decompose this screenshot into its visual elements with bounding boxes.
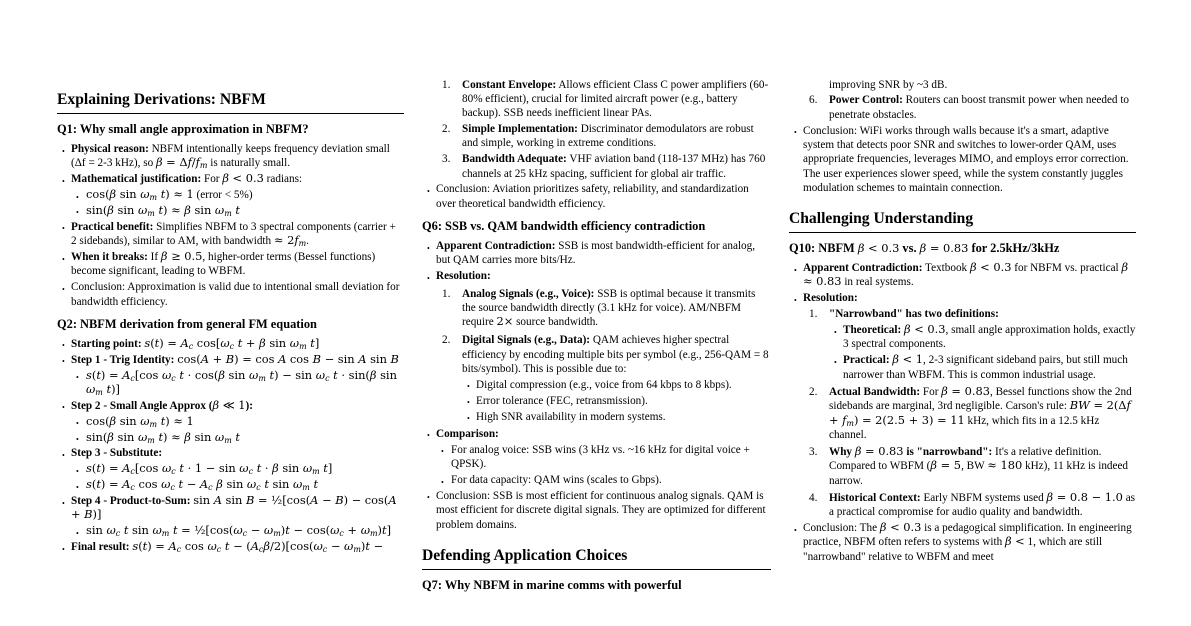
text-segment: Defending Application Choices	[422, 546, 628, 564]
text-segment: Step 1 - Trig Identity:	[71, 353, 175, 366]
sub-sub-bullet-item	[789, 353, 1136, 382]
numbered-item	[789, 445, 1136, 488]
question-heading	[57, 122, 404, 138]
bullet-icon: •	[62, 284, 65, 294]
bullet-icon: •	[62, 341, 65, 351]
math-expression: BW = $2(\Delta f + f_m) = 2(2.5 + 3) = 11$	[829, 398, 1131, 428]
text-segment: Resolution:	[803, 292, 858, 305]
math-expression: β < 0.3	[969, 260, 1012, 275]
text-segment: Step 4 - Product-to-Sum:	[71, 495, 191, 508]
math-expression: β = 0.83	[941, 383, 990, 398]
bullet-icon: •	[794, 525, 797, 535]
bullet-icon: •	[427, 273, 430, 283]
item-number: 3.	[442, 153, 451, 166]
text-segment: SSB is most bandwidth-efficient for analog, but QAM carries more bits/Hz.	[436, 240, 756, 267]
math-expression: cos(β $\sin \omega_m$ t) ≈ 1	[86, 187, 194, 203]
numbered-item	[789, 385, 1136, 442]
item-number: 4.	[809, 491, 818, 504]
numbered-item	[789, 491, 1136, 520]
math-expression: $s(t) = A_c$ $\cos \omega_c$ $t - (A_c\beta/2)[\cos(\omega_c - \omega_m)t$ −	[132, 539, 384, 555]
text-segment: For	[201, 173, 223, 186]
math-expression: β < 0.3	[857, 241, 900, 256]
math-expression: β = 0.83	[919, 241, 969, 256]
bullet-item	[57, 142, 404, 171]
text-segment: Apparent Contradiction:	[436, 240, 556, 253]
text-segment: When it breaks:	[71, 251, 148, 264]
text-segment: Explaining Derivations: NBFM	[57, 91, 266, 108]
text-segment: , 2-3 significant sideband pairs, but still much narrower than WBFM. This is common industrial usage.	[843, 354, 1128, 381]
bullet-icon: •	[62, 450, 65, 460]
text-segment: Final result:	[71, 541, 130, 554]
text-segment: is "narrowband":	[903, 446, 993, 459]
sub-bullet-item	[57, 204, 404, 218]
bullet-icon: •	[427, 186, 430, 196]
bullet-icon: •	[76, 373, 79, 383]
sub-bullet-item	[422, 443, 771, 472]
bullet-icon: •	[76, 208, 79, 218]
text-segment: source bandwidth.	[513, 316, 599, 329]
bullet-icon: •	[62, 403, 65, 413]
math-expression: β < 0.3	[222, 171, 264, 186]
bullet-icon: •	[467, 398, 470, 408]
text-segment: Resolution:	[436, 270, 491, 283]
bullet-icon: •	[834, 327, 837, 337]
text-segment: , Bessel functions show the 2nd sidebands are marginal, 3rd negligible. Carson's rule:	[829, 385, 1132, 413]
numbered-item	[789, 93, 1136, 122]
sub-bullet-item	[57, 462, 404, 476]
question-heading	[789, 241, 1136, 257]
text-segment: Routers can boost transmit power when needed to penetrate obstacles.	[829, 94, 1130, 121]
numbered-item	[789, 307, 1136, 321]
text-segment: Step 2 - Small Angle Approx (	[71, 399, 213, 412]
sub-bullet-item	[57, 188, 404, 202]
bullet-item	[789, 261, 1136, 290]
bullet-icon: •	[62, 498, 65, 508]
text-segment: is a pedagogical simplification. In engineering practice, NBFM often refers to systems with	[803, 522, 1132, 549]
math-expression: β = 0.83	[854, 444, 904, 459]
bullet-item	[789, 521, 1136, 564]
text-segment: Starting point:	[71, 337, 142, 350]
bullet-item	[57, 494, 404, 523]
text-segment: Practical benefit:	[71, 220, 154, 233]
text-segment: Conclusion: Approximation is valid due to intentional small deviation for bandwidth efficiency.	[71, 281, 400, 308]
bullet-icon: •	[467, 414, 470, 424]
text-segment: Challenging Understanding	[789, 210, 974, 228]
bullet-icon: •	[834, 357, 837, 367]
bullet-item	[57, 220, 404, 249]
math-expression: β < 0.3	[904, 322, 946, 337]
item-number: 3.	[809, 446, 818, 459]
numbered-item	[422, 122, 771, 151]
math-expression: β <	[1004, 534, 1025, 549]
numbered-item	[422, 287, 771, 330]
text-segment: kHz), 11 kHz is indeed narrow.	[829, 460, 1129, 487]
bullet-item	[57, 399, 404, 413]
text-segment: For data capacity: QAM wins (scales to Gbps).	[451, 474, 662, 487]
bullet-icon: •	[794, 128, 797, 138]
bullet-icon: •	[441, 477, 444, 487]
math-expression: $s(t) = A_c$ $\cos[\omega_c$ t + β $\sin \omega_m$ t]	[144, 335, 320, 352]
text-segment: It's a relative definition. Compared to WBFM (	[829, 446, 1102, 473]
text-segment: Why	[829, 446, 855, 459]
math-expression: β < 0.3	[879, 520, 922, 535]
text-segment: Actual Bandwidth:	[829, 385, 921, 398]
question-heading	[422, 219, 771, 235]
text-segment: Q7: Why NBFM in marine comms with powerful	[422, 577, 682, 592]
math-expression: 2×	[496, 314, 514, 329]
text-segment: Comparison:	[436, 427, 499, 440]
bullet-icon: •	[62, 544, 65, 554]
math-expression: β ≈ 0.83	[803, 260, 1129, 289]
bullet-icon: •	[62, 357, 65, 367]
text-segment: Q2: NBFM derivation from general FM equation	[57, 316, 317, 331]
sub-bullet-item	[57, 524, 404, 538]
continuation-line	[789, 78, 1136, 92]
sub-bullet-item	[422, 473, 771, 487]
math-expression: β = 0.8 − 1.0	[1046, 489, 1123, 504]
text-segment: For analog voice: SSB wins (3 kHz vs. ~16 kHz for digital voice + QPSK).	[451, 443, 750, 471]
math-expression: $\sin \omega_c$ t $\sin \omega_m$ $t = \frac{1}{2}[\cos(\omega_c - \omega_m)t - \cos(\omega_c + \omega_m)t]$	[86, 523, 392, 539]
bullet-icon: •	[76, 435, 79, 445]
text-segment: Early NBFM systems used	[920, 491, 1047, 504]
bullet-item	[57, 540, 404, 554]
text-segment: as a practical compromise for audio quality and bandwidth.	[829, 491, 1136, 519]
text-segment: Digital Signals (e.g., Data):	[462, 334, 591, 347]
text-segment: Historical Context:	[829, 491, 921, 504]
math-expression: $s(t) = A_c$ $\cos \omega_c$ $t - A_c$ β $\sin \omega_c$ t $\sin \omega_m$ t	[86, 477, 319, 493]
item-number: 1.	[442, 287, 451, 300]
text-segment: Conclusion: Aviation prioritizes safety, reliability, and standardization over theoretical bandwidth efficiency.	[436, 183, 749, 210]
bullet-item	[422, 489, 771, 532]
text-segment: Physical reason:	[71, 143, 149, 155]
bullet-item	[57, 353, 404, 367]
bullet-icon: •	[427, 493, 430, 503]
text-segment: Mathematical justification:	[71, 173, 202, 186]
bullet-item	[57, 337, 404, 351]
math-expression: β < 1	[892, 352, 924, 367]
bullet-icon: •	[794, 295, 797, 305]
text-segment: Q10: NBFM	[789, 241, 858, 256]
sub-bullet-item	[57, 478, 404, 492]
bullet-icon: •	[76, 528, 79, 538]
text-segment: If	[147, 251, 161, 264]
bullet-icon: •	[427, 243, 430, 253]
text-segment: VHF aviation band (118-137 MHz) has 760 channels at 25 kHz spacing, sufficient for global air traffic.	[462, 153, 766, 180]
text-segment: vs.	[899, 241, 920, 256]
bullet-item	[422, 427, 771, 441]
text-segment: , small angle approximation holds, exactly 3 spectral components.	[843, 324, 1136, 351]
text-segment: ):	[245, 399, 253, 412]
bullet-icon: •	[76, 466, 79, 476]
sub-bullet-item	[57, 369, 404, 398]
sub-sub-bullet-item	[422, 378, 771, 392]
bullet-item	[789, 291, 1136, 305]
bullet-icon: •	[76, 482, 79, 492]
text-segment: Simplifies NBFM to 3 spectral components (carrier + 2 sidebands), similar to AM, with bandwidth	[71, 220, 396, 248]
text-segment: "Narrowband" has two definitions:	[829, 308, 999, 321]
text-segment: Textbook	[922, 262, 970, 275]
sub-sub-bullet-item	[789, 323, 1136, 352]
column-2	[422, 76, 771, 598]
text-segment: Constant Envelope:	[462, 78, 557, 91]
item-number: 2.	[442, 334, 451, 347]
text-segment: .	[306, 235, 309, 248]
text-segment: Conclusion: The	[803, 522, 880, 535]
math-expression: sin A sin B = ½[cos(A − B) − cos(A + B)]	[71, 493, 397, 522]
section-heading	[789, 209, 1136, 233]
text-segment: in real systems.	[841, 276, 914, 289]
math-expression: ≈ 180	[987, 458, 1023, 473]
bullet-icon: •	[441, 447, 444, 457]
text-segment: Conclusion: SSB is most efficient for continuous analog signals. QAM is most efficient for discrete digital signals. They are optimized for different problem domains.	[436, 489, 766, 531]
text-segment: Q6: SSB vs. QAM bandwidth efficiency contradiction	[422, 219, 706, 234]
text-segment: Allows efficient Class C power amplifiers (60-80% efficient), crucial for limited aircraft power (e.g., battery backup). SSB needs inefficient linear PAs.	[462, 78, 769, 120]
bullet-item	[57, 172, 404, 186]
text-segment: Step 3 - Substitute:	[71, 447, 163, 460]
math-expression: cos(A + B) = cos A cos B − sin A sin B	[177, 351, 399, 366]
text-segment: is naturally small.	[207, 157, 291, 170]
section-heading	[422, 546, 771, 570]
bullet-icon: •	[62, 254, 65, 264]
text-segment: Q1: Why small angle approximation in NBFM?	[57, 122, 309, 136]
numbered-item	[422, 333, 771, 376]
bullet-icon: •	[76, 419, 79, 429]
bullet-item	[422, 182, 771, 211]
text-segment: High SNR availability in modern systems.	[476, 410, 666, 423]
column-3	[789, 76, 1136, 566]
item-number: 1.	[442, 78, 451, 91]
item-number: 2.	[442, 123, 451, 136]
sub-sub-bullet-item	[422, 410, 771, 424]
text-segment: radians:	[263, 173, 303, 186]
math-expression: $\beta = \Delta f/f_m$	[155, 155, 208, 171]
section-heading	[57, 90, 404, 114]
text-segment: QAM achieves higher spectral efficiency by encoding multiple bits per symbol (e.g., 256-QAM = 8 bits/symbol). This is possible due to:	[462, 334, 769, 376]
math-expression: $s(t) = A_c[\cos$ $\omega_c$ t · cos(β $\sin \omega_m$ $t) - \sin \omega_c$ t · sin(β $\sin \omega_m$ t)]	[86, 367, 397, 398]
bullet-item	[57, 446, 404, 460]
text-segment: Digital compression (e.g., voice from 64 kbps to 8 kbps).	[476, 378, 732, 391]
text-segment: , higher-order terms (Bessel functions) become significant, leading to WBFM.	[71, 251, 376, 278]
text-segment: For	[920, 385, 942, 398]
text-segment: Error tolerance (FEC, retransmission).	[476, 394, 648, 407]
sub-bullet-item	[57, 431, 404, 445]
text-segment: , BW	[961, 460, 988, 473]
text-segment: Discriminator demodulators are robust and simple, working in extreme conditions.	[462, 123, 754, 150]
bullet-item	[789, 124, 1136, 195]
text-segment: improving SNR by ~3 dB.	[829, 78, 948, 91]
math-expression: β ≪ 1	[212, 397, 246, 412]
bullet-icon: •	[62, 176, 65, 186]
sub-bullet-item	[57, 415, 404, 429]
text-segment: (error < 5%)	[193, 189, 253, 202]
bullet-item	[57, 250, 404, 279]
text-segment: kHz, which fits in a 12.5 kHz channel.	[829, 414, 1100, 441]
bullet-icon: •	[76, 192, 79, 202]
bullet-icon: •	[467, 382, 470, 392]
math-expression: $s(t) = A_c[\cos$ $\omega_c$ $t \cdot 1 - \sin \omega_c$ t · β $\sin \omega_m$ t]	[86, 461, 333, 477]
text-segment: 1, which are still "narrowband" relative to WBFM and meet	[803, 536, 1103, 563]
numbered-item	[422, 152, 771, 181]
text-segment: Analog Signals (e.g., Voice):	[462, 287, 595, 300]
text-segment: for NBFM vs. practical	[1011, 262, 1122, 275]
question-heading	[57, 317, 404, 333]
item-number: 1.	[809, 308, 818, 321]
bullet-icon: •	[62, 224, 65, 234]
text-segment: Conclusion: WiFi works through walls because it's a smart, adaptive system that detects poor SNR and switches to lower-order QAM, uses appropriate frequencies, leverages MIMO, and employs error correction. The user experiences slower speed, while the system constantly juggles modulation schemes to maintain connection.	[803, 124, 1129, 194]
text-segment: for 2.5kHz/3kHz	[968, 241, 1060, 256]
math-expression: sin(β $\sin \omega_m$ t) ≈ β $\sin \omega_m$ t	[86, 429, 240, 445]
item-number: 2.	[809, 385, 818, 398]
bullet-item	[422, 239, 771, 268]
bullet-icon: •	[794, 265, 797, 275]
math-expression: cos(β $\sin \omega_m$ t) ≈ 1	[86, 413, 194, 429]
math-expression: ≈ $2f_m$	[273, 233, 307, 249]
bullet-icon: •	[62, 146, 65, 156]
text-segment: NBFM intentionally keeps frequency deviation small (Δf = 2-3 kHz), so	[71, 143, 390, 170]
column-1	[57, 76, 404, 556]
item-number: 6.	[809, 94, 818, 107]
text-segment: Power Control:	[829, 94, 903, 107]
text-segment: Apparent Contradiction:	[803, 262, 923, 275]
text-segment: Theoretical:	[843, 324, 902, 337]
math-expression: β = 5	[930, 458, 962, 473]
text-segment: Simple Implementation:	[462, 123, 578, 136]
question-heading	[422, 578, 771, 594]
bullet-item	[57, 280, 404, 309]
bullet-icon: •	[427, 431, 430, 441]
numbered-item	[422, 78, 771, 121]
text-segment: SSB is optimal because it transmits the source bandwidth directly (3.1 kHz for voice). AM/NBFM require	[462, 287, 756, 329]
math-expression: sin(β $\sin \omega_m$ t) ≈ β $\sin \omega_m$ t	[86, 202, 240, 219]
bullet-item	[422, 269, 771, 283]
text-segment: Practical:	[843, 354, 890, 367]
math-expression: β ≥ 0.5	[160, 249, 203, 264]
text-segment: Bandwidth Adequate:	[462, 153, 567, 166]
sub-sub-bullet-item	[422, 394, 771, 408]
